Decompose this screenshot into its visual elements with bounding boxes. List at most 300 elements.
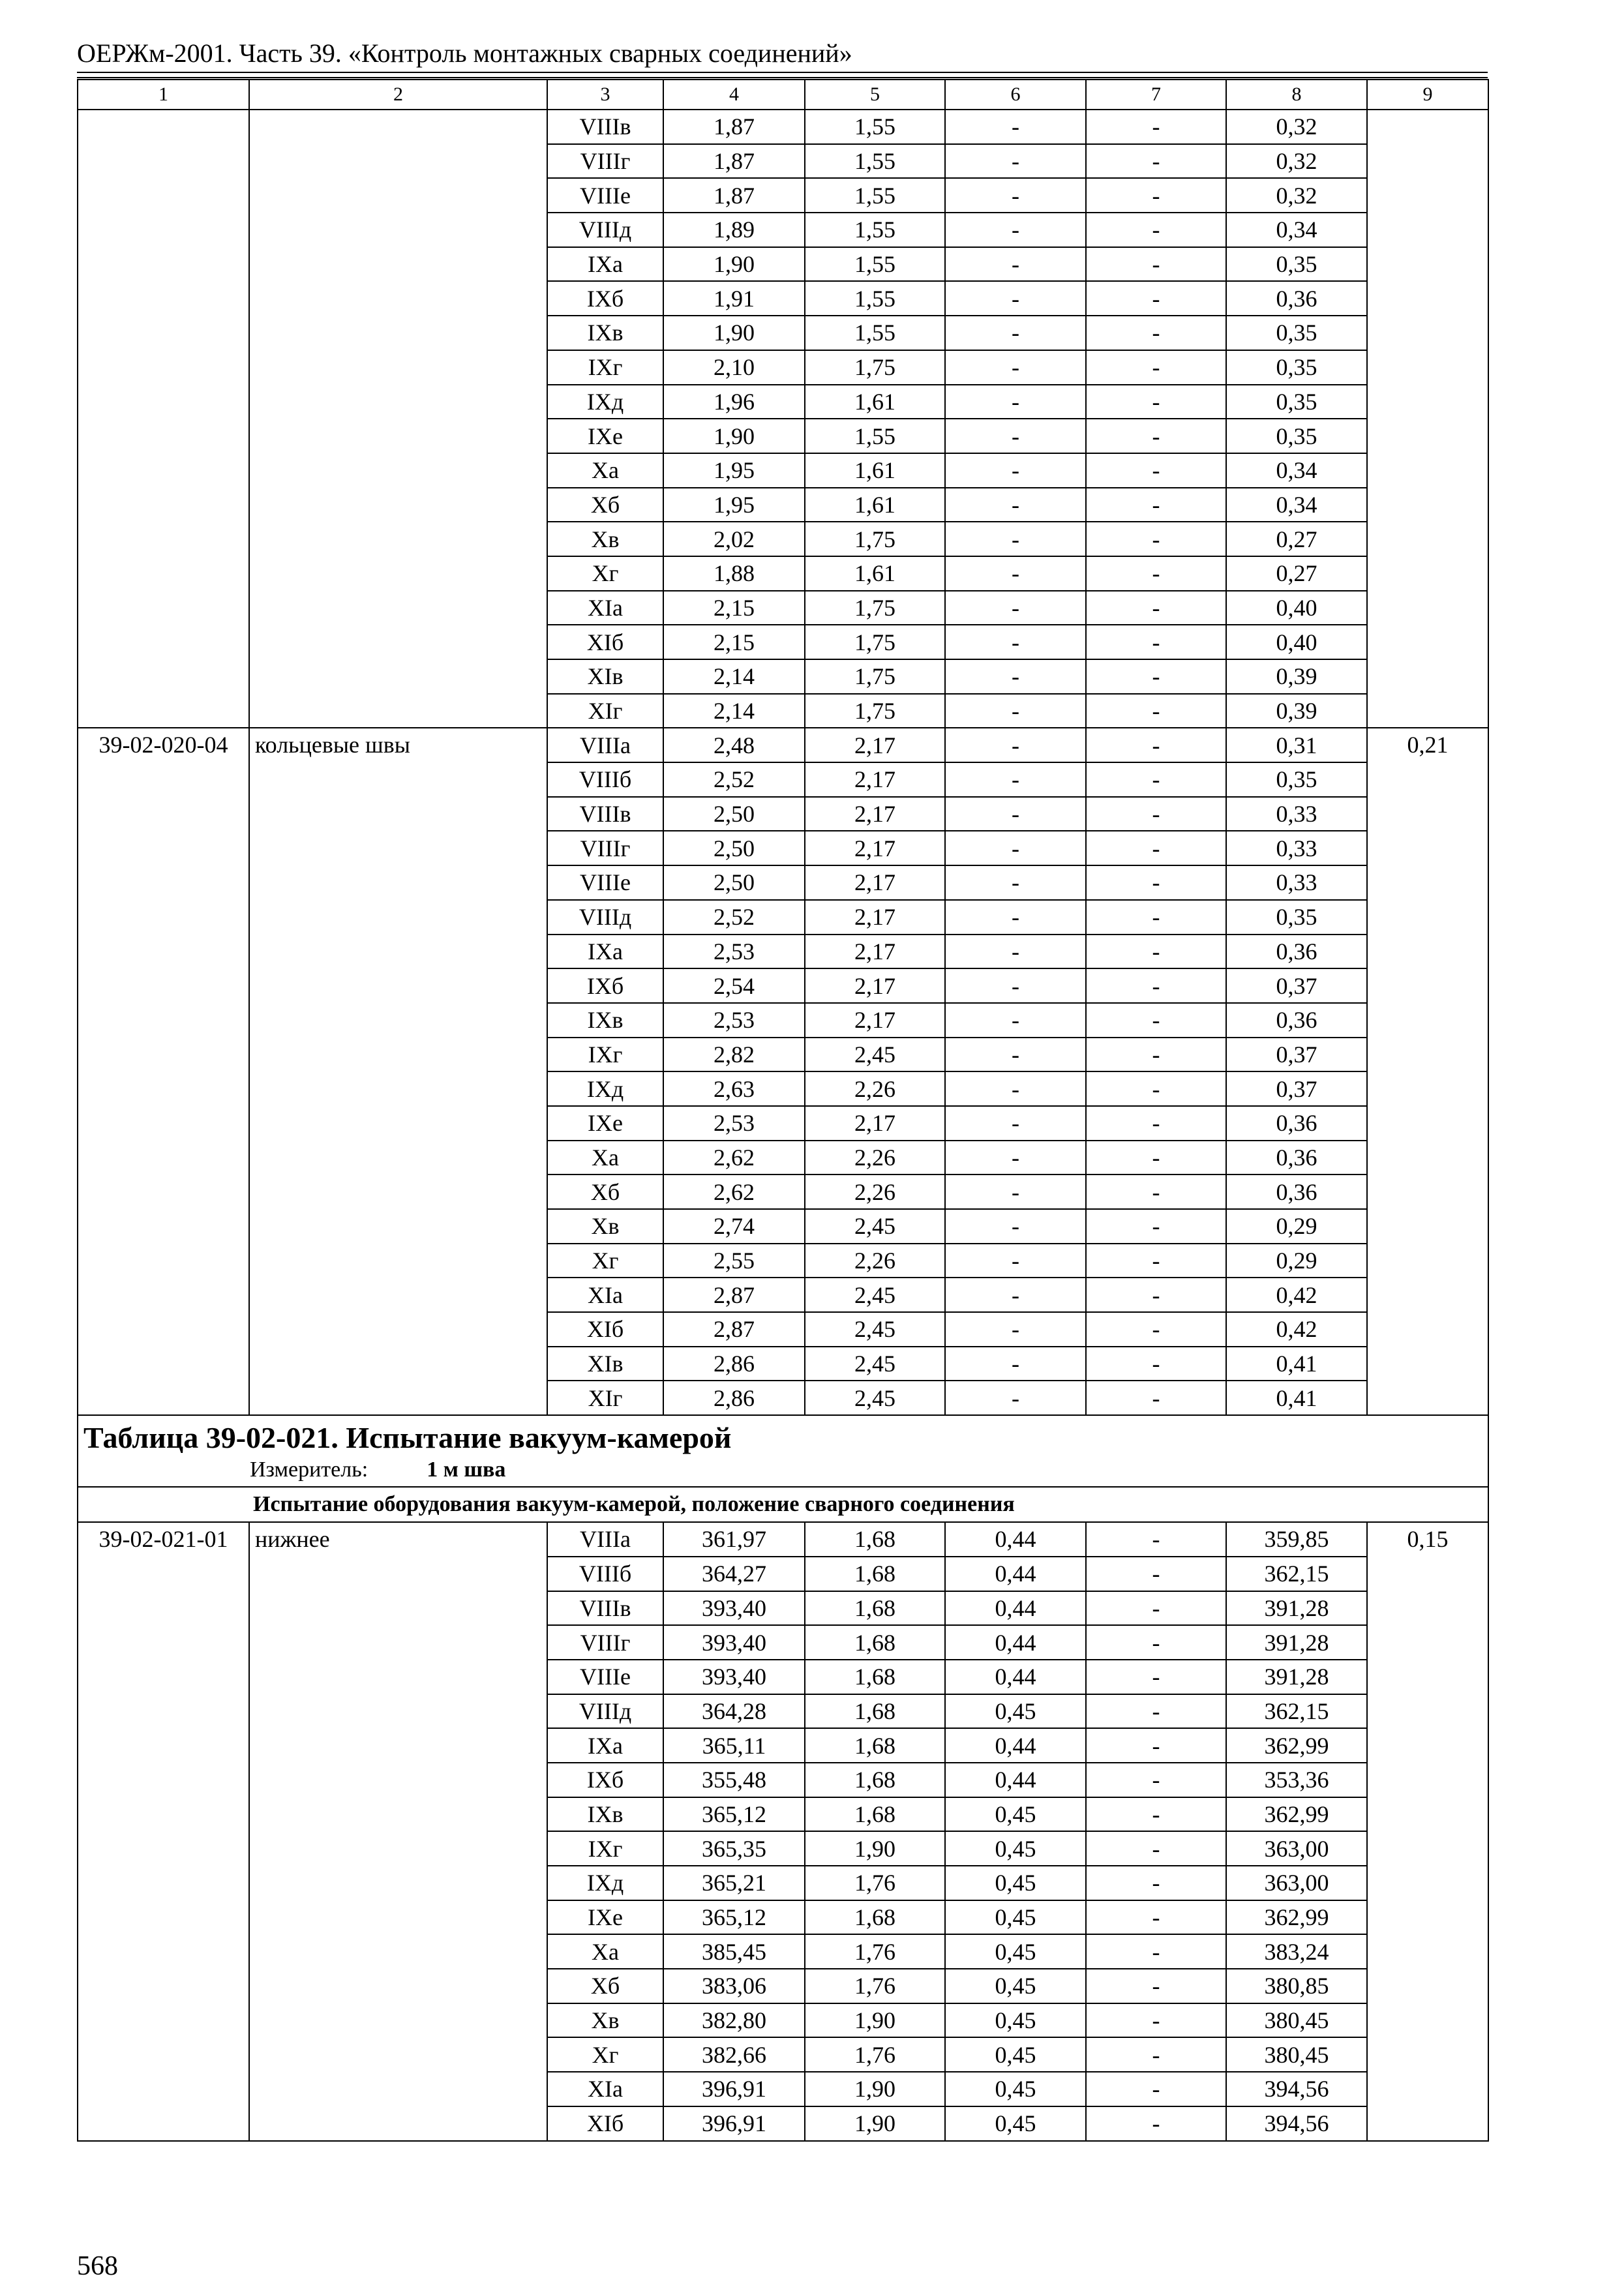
materials-cost: 0,35 <box>1226 385 1367 419</box>
resource-class: IXд <box>547 1071 663 1106</box>
materials-cost: 0,42 <box>1226 1278 1367 1312</box>
materials-cost: 0,40 <box>1226 591 1367 625</box>
resource-class: VIIIе <box>547 865 663 900</box>
operator-wage: - <box>1086 2003 1226 2038</box>
materials-cost: 0,34 <box>1226 213 1367 247</box>
operator-wage: - <box>1086 350 1226 385</box>
resource-class: IXг <box>547 350 663 385</box>
labor-cost: 2,17 <box>805 762 945 797</box>
machine-cost: - <box>945 1038 1086 1072</box>
machine-cost: - <box>945 1278 1086 1312</box>
rate-code-cell: 39-02-021-01 <box>78 1522 249 2140</box>
direct-cost: 1,91 <box>663 281 805 316</box>
operator-wage: - <box>1086 144 1226 179</box>
resource-class: IXа <box>547 247 663 282</box>
resource-class: VIIIв <box>547 1591 663 1626</box>
operator-wage: - <box>1086 2037 1226 2072</box>
materials-cost: 362,99 <box>1226 1797 1367 1832</box>
column-number: 9 <box>1367 80 1488 110</box>
machine-cost: 0,44 <box>945 1591 1086 1626</box>
resource-class: IXв <box>547 1003 663 1038</box>
machine-cost: - <box>945 694 1086 728</box>
machine-cost: 0,45 <box>945 2072 1086 2106</box>
direct-cost: 2,53 <box>663 935 805 969</box>
materials-cost: 0,32 <box>1226 110 1367 144</box>
labor-cost: 2,26 <box>805 1071 945 1106</box>
materials-cost: 0,31 <box>1226 728 1367 762</box>
machine-cost: - <box>945 1141 1086 1175</box>
direct-cost: 2,50 <box>663 865 805 900</box>
column-number: 4 <box>663 80 805 110</box>
machine-cost: 0,45 <box>945 1866 1086 1900</box>
direct-cost: 382,80 <box>663 2003 805 2038</box>
machine-cost: - <box>945 1174 1086 1209</box>
labor-cost: 2,17 <box>805 831 945 865</box>
table-row <box>78 728 1488 762</box>
direct-cost: 393,40 <box>663 1591 805 1626</box>
resource-class: IXа <box>547 1728 663 1763</box>
labor-cost: 1,55 <box>805 110 945 144</box>
labor-cost: 1,75 <box>805 659 945 694</box>
machine-cost: - <box>945 935 1086 969</box>
direct-cost: 2,14 <box>663 694 805 728</box>
materials-cost: 0,41 <box>1226 1347 1367 1381</box>
materials-cost: 0,32 <box>1226 144 1367 179</box>
resource-class: VIIIг <box>547 1625 663 1660</box>
materials-cost: 0,36 <box>1226 281 1367 316</box>
machine-cost: - <box>945 316 1086 350</box>
resource-class: Xв <box>547 522 663 556</box>
operator-wage: - <box>1086 1660 1226 1694</box>
resource-class: IXе <box>547 419 663 453</box>
column-number-row <box>78 80 1488 110</box>
operator-wage: - <box>1086 316 1226 350</box>
resource-class: VIIIг <box>547 144 663 179</box>
operator-wage: - <box>1086 1071 1226 1106</box>
labor-cost: 2,45 <box>805 1209 945 1244</box>
labor-cost: 1,68 <box>805 1522 945 1557</box>
table-row <box>78 110 1488 144</box>
labor-cost: 1,61 <box>805 385 945 419</box>
operator-wage: - <box>1086 1900 1226 1935</box>
operator-wage: - <box>1086 1347 1226 1381</box>
labor-cost: 1,55 <box>805 144 945 179</box>
machine-cost: - <box>945 350 1086 385</box>
materials-cost: 391,28 <box>1226 1660 1367 1694</box>
labor-cost: 2,26 <box>805 1244 945 1278</box>
labor-cost: 1,55 <box>805 316 945 350</box>
direct-cost: 1,89 <box>663 213 805 247</box>
resource-class: XIв <box>547 1347 663 1381</box>
direct-cost: 2,15 <box>663 625 805 659</box>
rate-description-cell: кольцевые швы <box>249 728 547 1415</box>
machine-cost: - <box>945 968 1086 1003</box>
direct-cost: 2,62 <box>663 1174 805 1209</box>
materials-cost: 0,37 <box>1226 1071 1367 1106</box>
resource-class: XIб <box>547 625 663 659</box>
operator-wage: - <box>1086 1969 1226 2003</box>
materials-cost: 0,35 <box>1226 316 1367 350</box>
column-number: 1 <box>78 80 249 110</box>
resource-class: VIIIд <box>547 1694 663 1729</box>
materials-cost: 0,36 <box>1226 1141 1367 1175</box>
operator-wage: - <box>1086 728 1226 762</box>
resource-class: Xг <box>547 556 663 591</box>
materials-cost: 394,56 <box>1226 2106 1367 2141</box>
labor-cost: 1,90 <box>805 2106 945 2141</box>
materials-cost: 0,39 <box>1226 694 1367 728</box>
operator-wage: - <box>1086 1106 1226 1141</box>
machine-cost: 0,44 <box>945 1522 1086 1557</box>
column-number: 6 <box>945 80 1086 110</box>
labor-cost: 1,68 <box>805 1591 945 1626</box>
labor-cost: 1,76 <box>805 1969 945 2003</box>
labor-cost: 1,55 <box>805 281 945 316</box>
table-row <box>78 1522 1488 1557</box>
machine-cost: - <box>945 831 1086 865</box>
direct-cost: 364,28 <box>663 1694 805 1729</box>
labor-cost: 1,61 <box>805 453 945 488</box>
direct-cost: 393,40 <box>663 1625 805 1660</box>
resource-class: Xб <box>547 1174 663 1209</box>
machine-cost: - <box>945 213 1086 247</box>
resource-class: Xа <box>547 1934 663 1969</box>
rate-code-cell: 39-02-020-04 <box>78 728 249 1415</box>
labor-hours-cell <box>1367 110 1488 728</box>
labor-cost: 1,55 <box>805 213 945 247</box>
labor-cost: 2,45 <box>805 1347 945 1381</box>
operator-wage: - <box>1086 1557 1226 1591</box>
labor-cost: 2,17 <box>805 935 945 969</box>
machine-cost: - <box>945 178 1086 213</box>
materials-cost: 0,40 <box>1226 625 1367 659</box>
machine-cost: 0,45 <box>945 2003 1086 2038</box>
machine-cost: - <box>945 453 1086 488</box>
operator-wage: - <box>1086 694 1226 728</box>
labor-cost: 1,76 <box>805 2037 945 2072</box>
column-number: 5 <box>805 80 945 110</box>
labor-cost: 2,17 <box>805 1003 945 1038</box>
machine-cost: - <box>945 865 1086 900</box>
column-number: 7 <box>1086 80 1226 110</box>
direct-cost: 1,96 <box>663 385 805 419</box>
materials-cost: 0,36 <box>1226 935 1367 969</box>
materials-cost: 0,35 <box>1226 419 1367 453</box>
machine-cost: - <box>945 385 1086 419</box>
resource-class: VIIIб <box>547 762 663 797</box>
materials-cost: 0,39 <box>1226 659 1367 694</box>
labor-cost: 1,90 <box>805 1831 945 1866</box>
operator-wage: - <box>1086 110 1226 144</box>
machine-cost: - <box>945 247 1086 282</box>
machine-cost: - <box>945 1347 1086 1381</box>
machine-cost: - <box>945 488 1086 522</box>
labor-cost: 2,26 <box>805 1174 945 1209</box>
labor-hours-cell: 0,15 <box>1367 1522 1488 2140</box>
resource-class: VIIIв <box>547 797 663 831</box>
operator-wage: - <box>1086 419 1226 453</box>
direct-cost: 1,90 <box>663 316 805 350</box>
resource-class: Xг <box>547 2037 663 2072</box>
resource-class: IXе <box>547 1106 663 1141</box>
rates-sheet <box>77 79 1488 2142</box>
operator-wage: - <box>1086 1934 1226 1969</box>
direct-cost: 382,66 <box>663 2037 805 2072</box>
resource-class: IXг <box>547 1038 663 1072</box>
operator-wage: - <box>1086 659 1226 694</box>
direct-cost: 361,97 <box>663 1522 805 1557</box>
materials-cost: 362,99 <box>1226 1728 1367 1763</box>
direct-cost: 1,90 <box>663 419 805 453</box>
resource-class: IXе <box>547 1900 663 1935</box>
materials-cost: 359,85 <box>1226 1522 1367 1557</box>
materials-cost: 0,32 <box>1226 178 1367 213</box>
direct-cost: 2,82 <box>663 1038 805 1072</box>
labor-cost: 1,75 <box>805 350 945 385</box>
materials-cost: 0,34 <box>1226 453 1367 488</box>
labor-cost: 1,68 <box>805 1900 945 1935</box>
materials-cost: 363,00 <box>1226 1866 1367 1900</box>
operator-wage: - <box>1086 1522 1226 1557</box>
labor-cost: 2,17 <box>805 968 945 1003</box>
operator-wage: - <box>1086 762 1226 797</box>
machine-cost: - <box>945 522 1086 556</box>
header-rule <box>77 77 1488 78</box>
resource-class: IXв <box>547 316 663 350</box>
operator-wage: - <box>1086 625 1226 659</box>
direct-cost: 2,50 <box>663 831 805 865</box>
labor-cost: 1,55 <box>805 247 945 282</box>
materials-cost: 380,45 <box>1226 2003 1367 2038</box>
operator-wage: - <box>1086 1174 1226 1209</box>
operator-wage: - <box>1086 900 1226 935</box>
direct-cost: 2,10 <box>663 350 805 385</box>
materials-cost: 0,41 <box>1226 1381 1367 1415</box>
labor-cost: 1,68 <box>805 1728 945 1763</box>
rate-description-cell <box>249 110 547 728</box>
resource-class: VIIIе <box>547 1660 663 1694</box>
materials-cost: 0,29 <box>1226 1244 1367 1278</box>
operator-wage: - <box>1086 281 1226 316</box>
machine-cost: - <box>945 1003 1086 1038</box>
direct-cost: 383,06 <box>663 1969 805 2003</box>
page-number: 568 <box>77 2251 118 2281</box>
operator-wage: - <box>1086 385 1226 419</box>
materials-cost: 380,45 <box>1226 2037 1367 2072</box>
materials-cost: 0,27 <box>1226 522 1367 556</box>
materials-cost: 0,29 <box>1226 1209 1367 1244</box>
materials-cost: 380,85 <box>1226 1969 1367 2003</box>
materials-cost: 0,33 <box>1226 831 1367 865</box>
machine-cost: - <box>945 900 1086 935</box>
operator-wage: - <box>1086 1694 1226 1729</box>
operator-wage: - <box>1086 213 1226 247</box>
resource-class: IXг <box>547 1831 663 1866</box>
resource-class: Xа <box>547 1141 663 1175</box>
machine-cost: 0,45 <box>945 1831 1086 1866</box>
machine-cost: 0,45 <box>945 1934 1086 1969</box>
table-title-row <box>78 1415 1488 1487</box>
labor-cost: 2,45 <box>805 1038 945 1072</box>
direct-cost: 365,12 <box>663 1797 805 1832</box>
materials-cost: 0,35 <box>1226 900 1367 935</box>
column-number: 2 <box>249 80 547 110</box>
direct-cost: 2,48 <box>663 728 805 762</box>
section-title-row <box>78 1487 1488 1522</box>
operator-wage: - <box>1086 178 1226 213</box>
machine-cost: - <box>945 1381 1086 1415</box>
labor-cost: 1,76 <box>805 1866 945 1900</box>
direct-cost: 396,91 <box>663 2072 805 2106</box>
direct-cost: 365,12 <box>663 1900 805 1935</box>
resource-class: IXв <box>547 1797 663 1832</box>
resource-class: IXб <box>547 1763 663 1797</box>
resource-class: VIIIб <box>547 1557 663 1591</box>
machine-cost: 0,44 <box>945 1763 1086 1797</box>
machine-cost: 0,45 <box>945 1900 1086 1935</box>
machine-cost: 0,45 <box>945 2106 1086 2141</box>
materials-cost: 0,27 <box>1226 556 1367 591</box>
materials-cost: 362,15 <box>1226 1694 1367 1729</box>
materials-cost: 353,36 <box>1226 1763 1367 1797</box>
resource-class: XIа <box>547 2072 663 2106</box>
direct-cost: 396,91 <box>663 2106 805 2141</box>
materials-cost: 0,33 <box>1226 865 1367 900</box>
direct-cost: 365,35 <box>663 1831 805 1866</box>
machine-cost: 0,45 <box>945 2037 1086 2072</box>
header-rule <box>77 72 1488 73</box>
labor-cost: 1,68 <box>805 1660 945 1694</box>
operator-wage: - <box>1086 591 1226 625</box>
labor-cost: 1,61 <box>805 488 945 522</box>
materials-cost: 0,34 <box>1226 488 1367 522</box>
direct-cost: 1,88 <box>663 556 805 591</box>
direct-cost: 2,87 <box>663 1278 805 1312</box>
direct-cost: 1,95 <box>663 453 805 488</box>
resource-class: XIг <box>547 1381 663 1415</box>
labor-cost: 2,17 <box>805 900 945 935</box>
resource-class: Xг <box>547 1244 663 1278</box>
direct-cost: 355,48 <box>663 1763 805 1797</box>
operator-wage: - <box>1086 1244 1226 1278</box>
resource-class: IXб <box>547 968 663 1003</box>
machine-cost: - <box>945 419 1086 453</box>
direct-cost: 1,90 <box>663 247 805 282</box>
resource-class: VIIIг <box>547 831 663 865</box>
machine-cost: - <box>945 659 1086 694</box>
direct-cost: 393,40 <box>663 1660 805 1694</box>
direct-cost: 2,15 <box>663 591 805 625</box>
operator-wage: - <box>1086 1797 1226 1832</box>
materials-cost: 0,35 <box>1226 762 1367 797</box>
materials-cost: 0,35 <box>1226 247 1367 282</box>
labor-cost: 2,17 <box>805 1106 945 1141</box>
labor-cost: 1,75 <box>805 591 945 625</box>
resource-class: VIIIа <box>547 728 663 762</box>
direct-cost: 364,27 <box>663 1557 805 1591</box>
materials-cost: 394,56 <box>1226 2072 1367 2106</box>
column-number: 3 <box>547 80 663 110</box>
direct-cost: 2,02 <box>663 522 805 556</box>
machine-cost: - <box>945 728 1086 762</box>
column-number: 8 <box>1226 80 1367 110</box>
machine-cost: - <box>945 625 1086 659</box>
labor-cost: 2,17 <box>805 797 945 831</box>
rate-description-cell: нижнее <box>249 1522 547 2140</box>
direct-cost: 2,14 <box>663 659 805 694</box>
labor-cost: 1,90 <box>805 2072 945 2106</box>
resource-class: XIб <box>547 1312 663 1347</box>
materials-cost: 362,15 <box>1226 1557 1367 1591</box>
machine-cost: - <box>945 144 1086 179</box>
operator-wage: - <box>1086 1038 1226 1072</box>
operator-wage: - <box>1086 1763 1226 1797</box>
materials-cost: 0,36 <box>1226 1003 1367 1038</box>
resource-class: XIв <box>547 659 663 694</box>
labor-cost: 1,68 <box>805 1557 945 1591</box>
direct-cost: 2,55 <box>663 1244 805 1278</box>
materials-cost: 0,37 <box>1226 968 1367 1003</box>
operator-wage: - <box>1086 1591 1226 1626</box>
resource-class: VIIIе <box>547 178 663 213</box>
direct-cost: 2,53 <box>663 1003 805 1038</box>
operator-wage: - <box>1086 1381 1226 1415</box>
machine-cost: - <box>945 110 1086 144</box>
direct-cost: 365,21 <box>663 1866 805 1900</box>
machine-cost: - <box>945 1312 1086 1347</box>
operator-wage: - <box>1086 831 1226 865</box>
resource-class: IXб <box>547 281 663 316</box>
direct-cost: 2,54 <box>663 968 805 1003</box>
machine-cost: 0,44 <box>945 1557 1086 1591</box>
machine-cost: - <box>945 1106 1086 1141</box>
materials-cost: 0,42 <box>1226 1312 1367 1347</box>
labor-cost: 2,17 <box>805 865 945 900</box>
labor-cost: 2,17 <box>805 728 945 762</box>
operator-wage: - <box>1086 1278 1226 1312</box>
resource-class: Xв <box>547 1209 663 1244</box>
direct-cost: 2,87 <box>663 1312 805 1347</box>
resource-class: XIа <box>547 591 663 625</box>
labor-cost: 1,61 <box>805 556 945 591</box>
machine-cost: - <box>945 762 1086 797</box>
operator-wage: - <box>1086 1003 1226 1038</box>
machine-cost: - <box>945 556 1086 591</box>
materials-cost: 0,33 <box>1226 797 1367 831</box>
operator-wage: - <box>1086 1209 1226 1244</box>
resource-class: IXд <box>547 1866 663 1900</box>
resource-class: Xб <box>547 488 663 522</box>
operator-wage: - <box>1086 935 1226 969</box>
machine-cost: 0,44 <box>945 1660 1086 1694</box>
operator-wage: - <box>1086 1312 1226 1347</box>
labor-cost: 1,76 <box>805 1934 945 1969</box>
resource-class: XIг <box>547 694 663 728</box>
machine-cost: - <box>945 591 1086 625</box>
table-title-block <box>78 1415 1488 1487</box>
direct-cost: 2,63 <box>663 1071 805 1106</box>
labor-cost: 1,75 <box>805 694 945 728</box>
table-title: Таблица 39-02-021. Испытание вакуум-камерой <box>83 1421 732 1455</box>
machine-cost: 0,45 <box>945 1694 1086 1729</box>
resource-class: Xв <box>547 2003 663 2038</box>
direct-cost: 385,45 <box>663 1934 805 1969</box>
resource-class: VIIIд <box>547 213 663 247</box>
operator-wage: - <box>1086 247 1226 282</box>
materials-cost: 391,28 <box>1226 1625 1367 1660</box>
materials-cost: 0,35 <box>1226 350 1367 385</box>
resource-class: VIIIд <box>547 900 663 935</box>
